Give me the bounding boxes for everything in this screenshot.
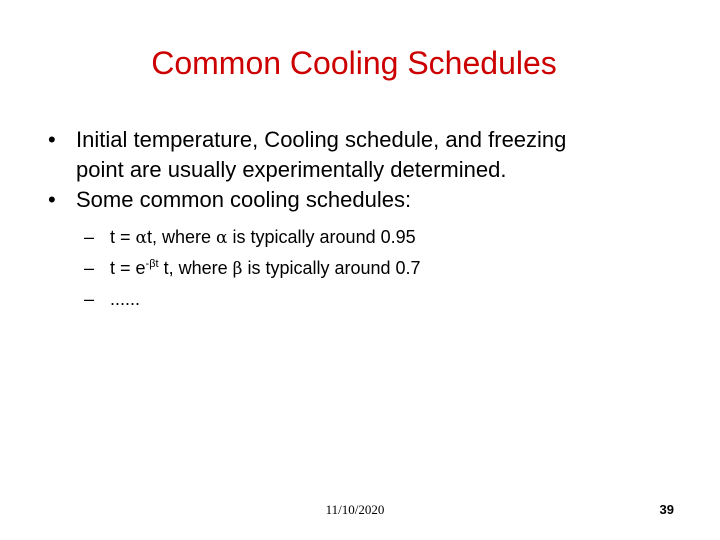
sub-bullet-item <box>84 253 664 284</box>
bullet-marker: • <box>48 127 56 152</box>
formula-suffix: is typically around 0.95 <box>227 227 416 247</box>
sub-bullet-marker: – <box>84 289 95 309</box>
bullet-text-line: point are usually experimentally determined. <box>76 157 507 182</box>
page-number: 39 <box>659 502 674 517</box>
bullet-item <box>48 185 688 215</box>
slide-title: Common Cooling Schedules <box>151 45 557 81</box>
footer-date: 11/10/2020 <box>325 502 385 517</box>
bullet-marker: • <box>48 187 56 212</box>
sub-bullet-item <box>84 222 664 253</box>
sub-bullet-marker: – <box>84 227 95 247</box>
formula-prefix: t = <box>110 227 136 247</box>
bullet-list <box>48 125 688 215</box>
bullet-text-line: Initial temperature, Cooling schedule, and freezing <box>76 127 567 152</box>
formula-middle: t, where <box>147 227 217 247</box>
formula-prefix: t = e <box>110 258 146 278</box>
sub-bullet-list <box>84 222 664 314</box>
bullet-text-line: Some common cooling schedules: <box>76 187 412 212</box>
ellipsis-text: ...... <box>110 289 141 309</box>
sub-bullet-item <box>84 284 664 314</box>
formula-suffix: is typically around 0.7 <box>242 258 421 278</box>
beta-symbol: β <box>232 259 243 279</box>
bullet-item <box>48 125 688 185</box>
alpha-symbol: α <box>216 228 228 248</box>
formula-middle: t, where <box>158 258 233 278</box>
alpha-symbol: α <box>135 228 147 248</box>
exponent-superscript: -βt <box>145 258 159 270</box>
sub-bullet-marker: – <box>84 258 95 278</box>
